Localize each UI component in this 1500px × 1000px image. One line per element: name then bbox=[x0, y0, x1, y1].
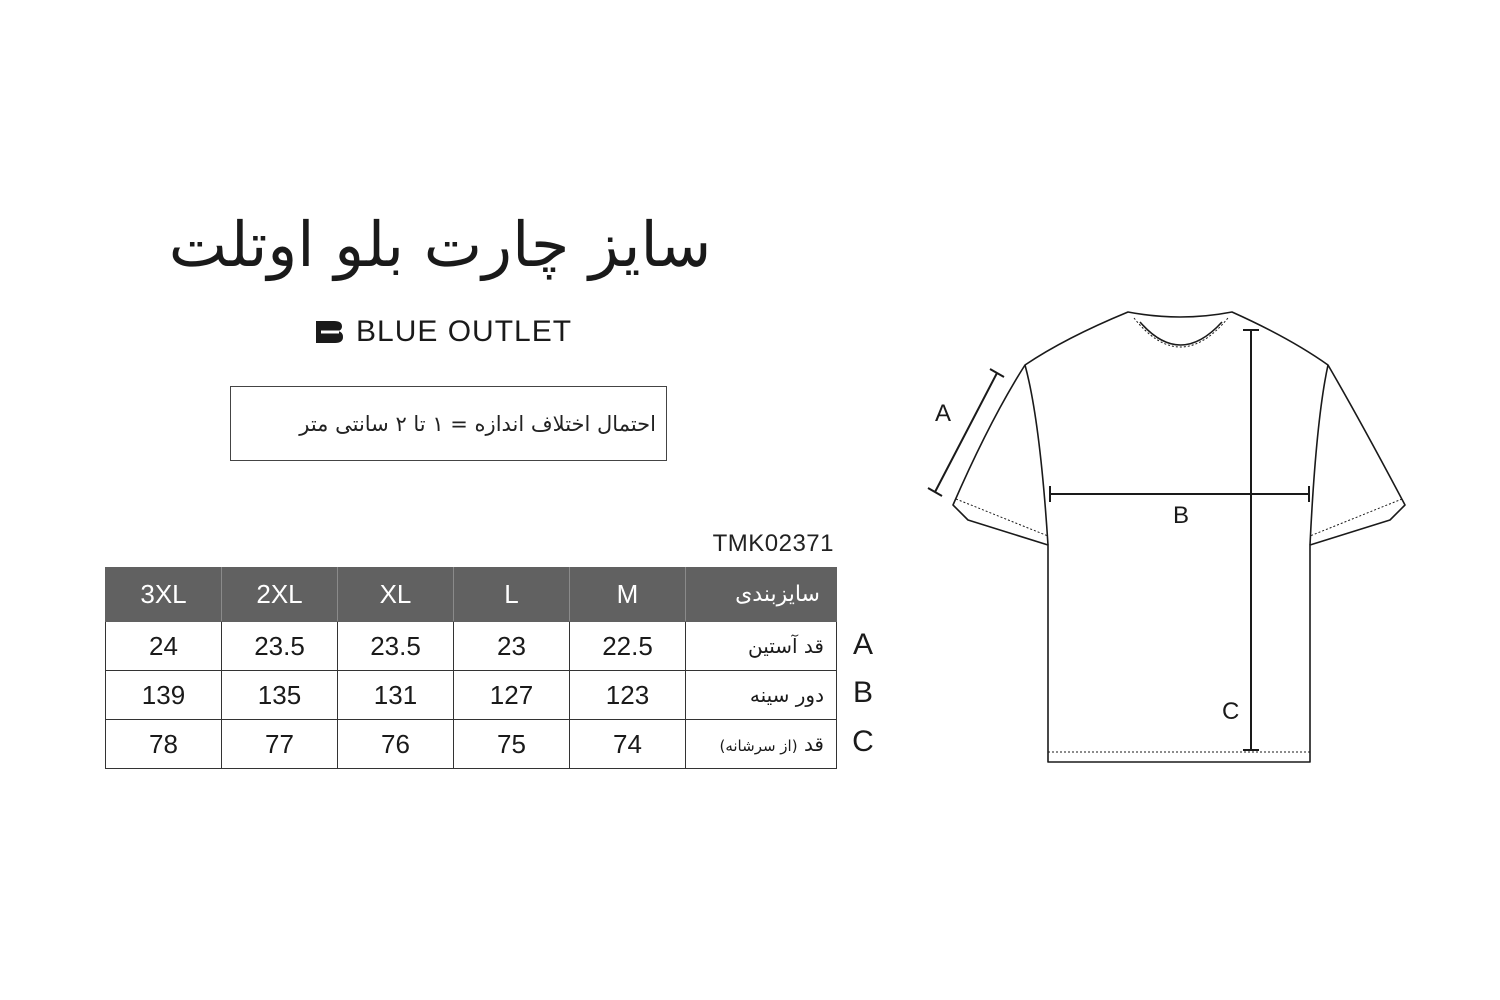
dimension-b-label: B bbox=[1173, 502, 1190, 529]
size-header-label: سایزبندی bbox=[686, 568, 837, 622]
tshirt-collar-stitch bbox=[1134, 318, 1228, 347]
row-letter-b: B bbox=[852, 676, 873, 709]
size-header-m: M bbox=[570, 568, 686, 622]
row-label-length bbox=[686, 720, 837, 769]
tshirt-left-seam bbox=[1025, 365, 1048, 545]
row-label-text: قد bbox=[803, 732, 824, 756]
row-letter-a: A bbox=[852, 628, 873, 661]
row-label-text: دور سینه bbox=[749, 683, 824, 707]
tshirt-collar-inner bbox=[1140, 322, 1222, 345]
table-row bbox=[106, 622, 837, 671]
table-cell: 127 bbox=[454, 671, 570, 720]
size-header-3xl: 3XL bbox=[106, 568, 222, 622]
tshirt-body bbox=[953, 312, 1405, 762]
brand-b-logo-icon bbox=[316, 321, 344, 343]
table-cell: 76 bbox=[338, 720, 454, 769]
row-label-chest bbox=[686, 671, 837, 720]
product-code: TMK02371 bbox=[712, 530, 834, 557]
table-cell: 139 bbox=[106, 671, 222, 720]
tshirt-outline-icon bbox=[920, 300, 1420, 780]
tshirt-right-seam bbox=[1310, 365, 1328, 545]
table-row bbox=[106, 720, 837, 769]
table-cell: 23 bbox=[454, 622, 570, 671]
row-letter-c: C bbox=[852, 725, 874, 758]
brand-name: BLUE OUTLET bbox=[356, 315, 573, 348]
table-cell: 135 bbox=[222, 671, 338, 720]
size-header-l: L bbox=[454, 568, 570, 622]
page-title: سایز چارت بلو اوتلت bbox=[168, 208, 712, 281]
row-label-sleeve bbox=[686, 622, 837, 671]
table-cell: 23.5 bbox=[338, 622, 454, 671]
table-cell: 123 bbox=[570, 671, 686, 720]
size-table bbox=[105, 567, 837, 769]
table-cell: 74 bbox=[570, 720, 686, 769]
table-header-row bbox=[106, 568, 837, 622]
table-row bbox=[106, 671, 837, 720]
tolerance-note-text: احتمال اختلاف اندازه = ۱ تا ۲ سانتی متر bbox=[299, 411, 656, 436]
brand bbox=[316, 312, 572, 352]
table-cell: 24 bbox=[106, 622, 222, 671]
row-label-note: (از سرشانه) bbox=[719, 737, 798, 755]
table-cell: 131 bbox=[338, 671, 454, 720]
table-cell: 77 bbox=[222, 720, 338, 769]
row-label-text: قد آستین bbox=[747, 634, 824, 658]
table-cell: 78 bbox=[106, 720, 222, 769]
tolerance-note bbox=[230, 386, 667, 461]
dimension-a-label: A bbox=[935, 400, 952, 427]
dimension-c-label: C bbox=[1222, 698, 1240, 725]
size-header-2xl: 2XL bbox=[222, 568, 338, 622]
table-cell: 75 bbox=[454, 720, 570, 769]
size-header-xl: XL bbox=[338, 568, 454, 622]
table-cell: 23.5 bbox=[222, 622, 338, 671]
table-cell: 22.5 bbox=[570, 622, 686, 671]
